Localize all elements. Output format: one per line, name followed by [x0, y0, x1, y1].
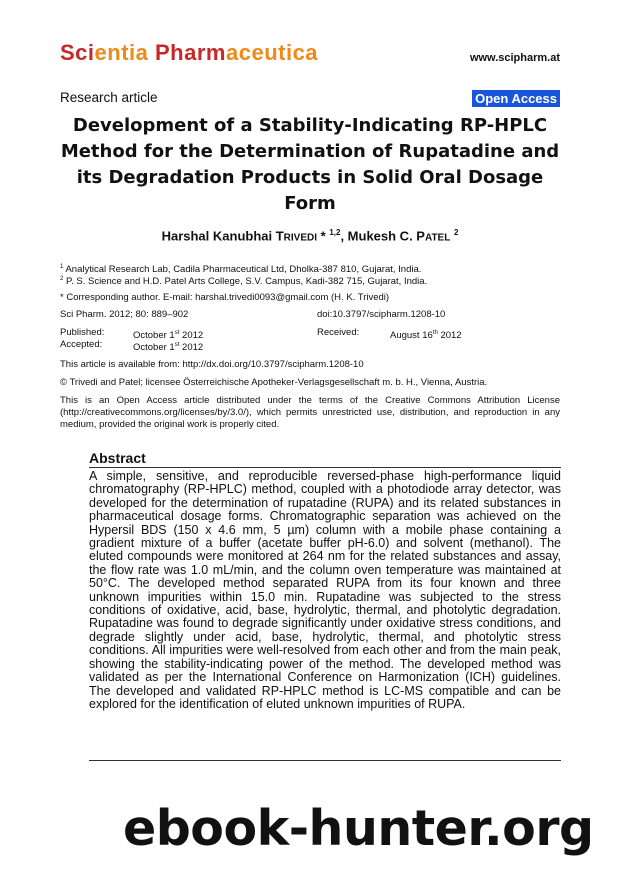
author-1-marks: * — [317, 228, 330, 244]
author-2-affil-sup: 2 — [453, 228, 459, 237]
author-1-surname-rest: RIVEDI — [283, 232, 318, 244]
author-list — [60, 228, 560, 243]
date-ordinal: st — [174, 342, 180, 348]
article-title: Development of a Stability-Indicating RP-HPLC Method for the Determination of Rupatadine and its Degradation Products in Solid Oral Dosage Form — [60, 115, 560, 214]
date-year: 2012 — [179, 342, 204, 354]
journal-logo-part: aceutica — [225, 40, 319, 65]
author-1-affil-sup: 1,2 — [329, 228, 341, 237]
citation: Sci Pharm. 2012; 80: 889–902 — [60, 309, 189, 320]
abstract-heading: Abstract — [89, 450, 146, 466]
date-text: October 1 — [133, 342, 175, 354]
watermark: ebook-hunter.org — [123, 800, 594, 857]
affiliation-text: P. S. Science and H.D. Patel Arts College, S.V. Campus, Kadi-382 715, Gujarat, India. — [65, 276, 428, 288]
journal-logo-part: Sci — [60, 40, 95, 65]
abstract-top-rule — [89, 467, 561, 468]
date-text: August 16 — [390, 330, 433, 342]
author-1-given: Harshal Kanubhai — [161, 228, 276, 244]
date-year: 2012 — [437, 330, 462, 342]
journal-logo-part: entia — [94, 40, 155, 65]
abstract-bottom-rule — [89, 760, 561, 761]
journal-website[interactable]: www.scipharm.at — [469, 52, 560, 64]
license-text: This is an Open Access article distributed under the terms of the Creative Commons Attribution License (http://creativecommons.org/licenses/by/3.0/), which permits unrestricted use, distribution, and reproduction in any medium, provided the original work is properly cited. — [60, 395, 560, 430]
received-date — [390, 327, 462, 342]
author-2-given: Mukesh C. — [347, 228, 417, 244]
date-text: October 1 — [133, 330, 175, 342]
corresponding-author: * Corresponding author. E-mail: harshal.trivedi0093@gmail.com (H. K. Trivedi) — [60, 292, 390, 303]
affiliation-2 — [60, 273, 427, 288]
affiliation-number: 1 — [60, 264, 64, 270]
accepted-date — [133, 339, 203, 354]
received-label: Received: — [317, 327, 360, 338]
availability-note: This article is available from: http://dx.doi.org/10.3797/scipharm.1208-10 — [60, 359, 364, 370]
affiliation-number: 2 — [60, 276, 64, 282]
date-ordinal: th — [432, 330, 438, 336]
date-ordinal: st — [174, 330, 180, 336]
journal-logo-part: Pharm — [155, 40, 226, 65]
abstract-body: A simple, sensitive, and reproducible reversed-phase high-performance liquid chromatography (RP-HPLC) method, coupled with a photodiode array detector, was developed for the determination of rupatadine (RUPA) and its related substances in pharmaceutical dosage forms. Chromatographic separation was achieved on the Hypersil BDS (150 x 4.6 mm, 5 µm) column with a mobile phase containing a gradient mixture of a buffer (acetate buffer pH-6.0) and solvent (methanol). The eluted compounds were monitored at 264 nm for the related substances and assay, the flow rate was 1.0 mL/min, and the column oven temperature was maintained at 50°C. The developed method separated RUPA from its four known and three unknown impurities within 15.0 min. Rupatadine was subjected to the stress conditions of oxidative, acid, base, hydrolytic, thermal, and photolytic degradation. Rupatadine was found to degrade significantly under oxidative stress conditions, and degrade slightly under acid, base, hydrolytic, thermal, and photolytic stress conditions. All impurities were well-resolved from each other and from the main peak, showing the stability-indicating power of the method. The developed method was validated as per the International Conference on Harmonization (ICH) guidelines. The developed and validated RP-HPLC method is LC-MS compatible and can be explored for the identification of eluted unknown impurities of RUPA. — [89, 469, 561, 711]
author-1-surname-initial: T — [275, 228, 284, 244]
author-2-surname-rest: ATEL — [424, 232, 451, 244]
article-type: Research article — [60, 90, 158, 105]
affiliation-text: Analytical Research Lab, Cadila Pharmaceutical Ltd, Dholka-387 810, Gujarat, India. — [65, 264, 422, 276]
author-2-surname-initial: P — [416, 228, 425, 244]
author-separator: , — [340, 228, 348, 244]
accepted-label: Accepted: — [60, 339, 103, 350]
copyright-notice: © Trivedi and Patel; licensee Österreichische Apotheker-Verlagsgesellschaft m. b. H., Vienna, Austria. — [60, 377, 488, 388]
open-access-badge: Open Access — [472, 90, 560, 107]
journal-logo — [60, 40, 318, 66]
doi[interactable]: doi:10.3797/scipharm.1208-10 — [317, 309, 446, 320]
date-year: 2012 — [179, 330, 204, 342]
published-label: Published: — [60, 327, 105, 338]
